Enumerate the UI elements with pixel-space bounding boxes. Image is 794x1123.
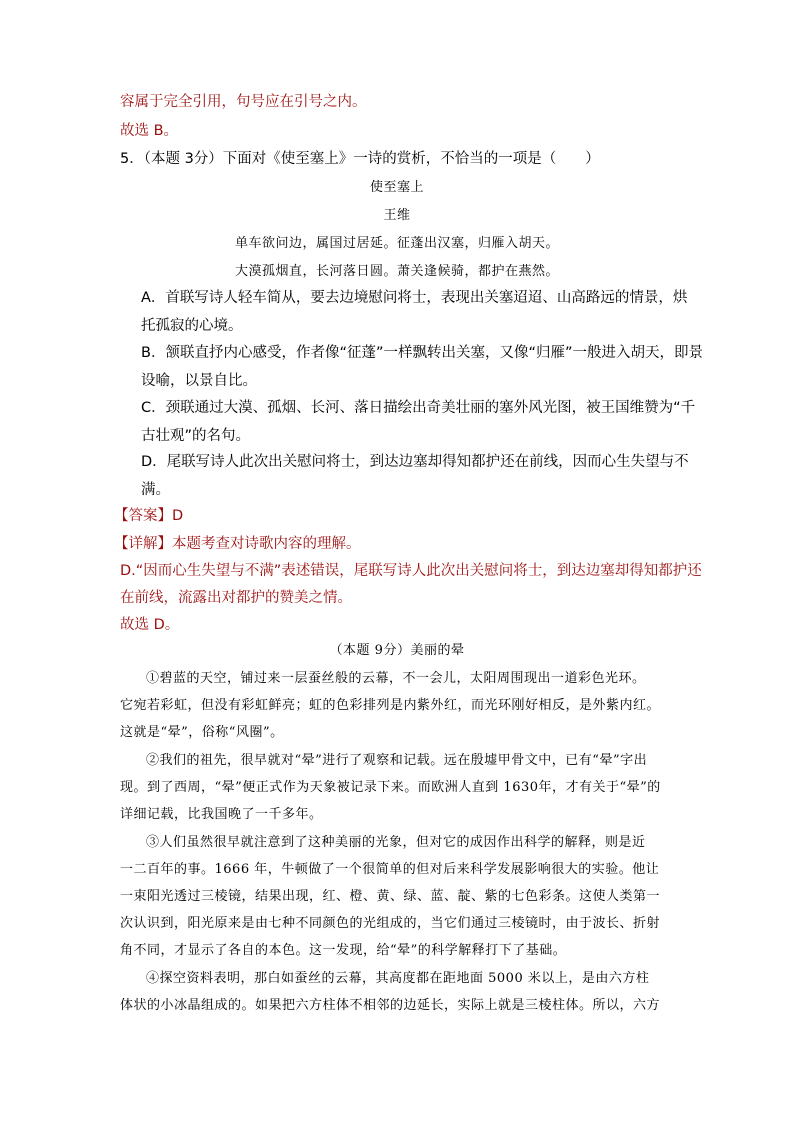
explanation-line-2: 在前线，流露出对都护的赞美之情。	[120, 590, 352, 606]
choice-d-conclusion: 故选 D。	[120, 617, 180, 633]
option-c-line-1: C．颈联通过大漠、孤烟、长河、落日描绘出奇美壮丽的塞外风光图，被王国维赞为“千	[141, 400, 696, 416]
article-heading: （本题 9分）美丽的晕	[329, 643, 465, 658]
paragraph-3-line-4: 次认识到，阳光原来是由七种不同颜色的光组成的，当它们通过三棱镜时，由于波长、折射	[120, 916, 661, 931]
paragraph-1-line-3: 这就是“晕”，俗称“风圈”。	[120, 725, 284, 740]
option-b-line-2: 设喻，以景自比。	[141, 373, 257, 389]
poem-line-1: 单车欲问边，属国过居延。征蓬出汉塞，归雁入胡天。	[234, 236, 559, 251]
paragraph-1-line-1: ①碧蓝的天空，铺过来一层蚕丝般的云幕，不一会儿，太阳周围现出一道彩色光环。	[146, 671, 646, 686]
question-5-stem: 5．（本题 3分）下面对《使至塞上》一诗的赏析，不恰当的一项是（ ）	[120, 151, 600, 167]
paragraph-4-line-2: 体状的小冰晶组成的。如果把六方柱体不相邻的边延长，实际上就是三棱柱体。所以，六方	[120, 998, 661, 1013]
paragraph-2-line-1: ②我们的祖先，很早就对“晕”进行了观察和记载。远在殷墟甲骨文中，已有“晕”字出	[146, 753, 648, 768]
option-c-line-2: 古壮观”的名句。	[141, 428, 251, 444]
option-a-line-1: A．首联写诗人轻车简从，要去边境慰问将士，表现出关塞迢迢、山高路远的情景，烘	[141, 290, 688, 306]
paragraph-2-line-3: 详细记载，比我国晚了一千多年。	[120, 807, 323, 822]
paragraph-3-line-1: ③人们虽然很早就注意到了这种美丽的光象，但对它的成因作出科学的解释，则是近	[146, 835, 646, 850]
paragraph-3-line-3: 一束阳光透过三棱镜，结果出现，红、橙、黄、绿、蓝、靛、紫的七色彩条。这使人类第一	[120, 889, 661, 904]
explanation-continued: 容属于完全引用，句号应在引号之内。	[120, 94, 367, 110]
option-a-line-2: 托孤寂的心境。	[141, 318, 243, 334]
answer-label: 【答案】D	[114, 508, 184, 524]
paragraph-2-line-2: 现。到了西周，“晕”便正式作为天象被记录下来。而欧洲人直到 1630年，才有关于“晕”的	[120, 780, 661, 795]
option-d-line-2: 满。	[141, 482, 170, 498]
explanation-line-1: D.“因而心生失望与不满”表述错误，尾联写诗人此次出关慰问将士，到达边塞却得知都护还	[120, 563, 702, 579]
paragraph-3-line-2: 一二百年的事。1666 年，牛顿做了一个很简单的但对后来科学发展影响很大的实验。他让	[120, 862, 660, 877]
poem-line-2: 大漠孤烟直，长河落日圆。萧关逢候骑，都护在燕然。	[234, 264, 559, 279]
paragraph-1-line-2: 它宛若彩虹，但没有彩虹鲜亮；虹的色彩排列是内紫外红，而光环刚好相反，是外紫内红。	[120, 698, 661, 713]
paragraph-3-line-5: 角不同，才显示了各自的本色。这一发现，给“晕”的科学解释打下了基础。	[120, 943, 567, 958]
option-b-line-1: B．颔联直抒内心感受，作者像“征蓬”一样飘转出关塞，又像“归雁”一般进入胡天，即景	[141, 345, 703, 361]
poem-title: 使至塞上	[369, 180, 424, 195]
paragraph-4-line-1: ④探空资料表明，那白如蚕丝的云幕，其高度都在距地面 5000 米以上，是由六方柱	[146, 971, 650, 986]
poem-author: 王维	[383, 208, 411, 223]
choice-b-conclusion: 故选 B。	[120, 123, 179, 139]
option-d-line-1: D．尾联写诗人此次出关慰问将士，到达边塞却得知都护还在前线，因而心生失望与不	[141, 454, 689, 470]
detail-label: 【详解】本题考查对诗歌内容的理解。	[114, 536, 361, 552]
